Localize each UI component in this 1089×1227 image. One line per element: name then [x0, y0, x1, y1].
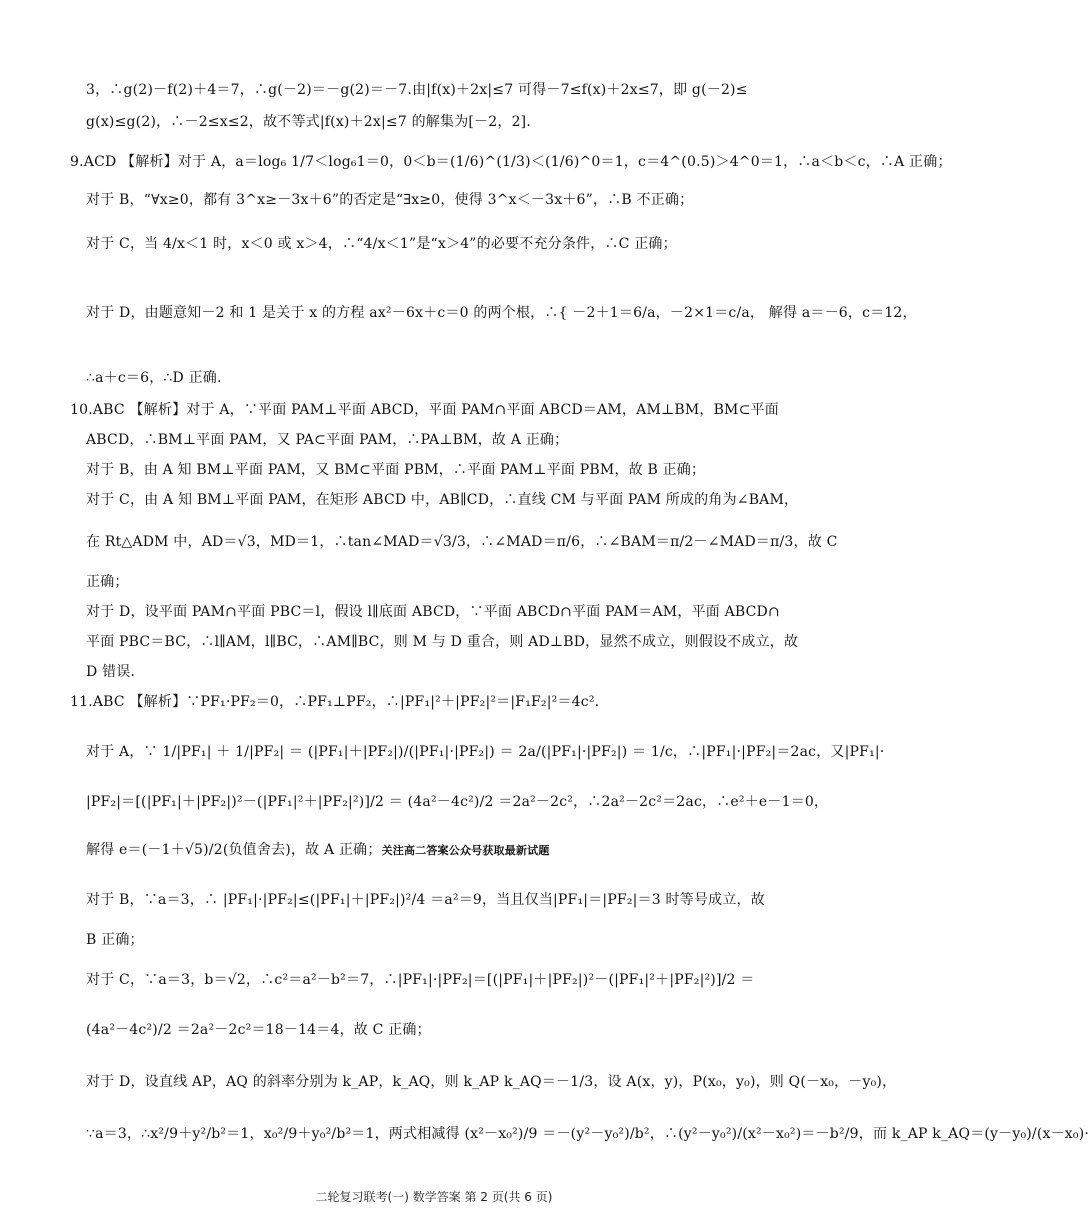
- text-line: [86, 742, 884, 762]
- text-line: [86, 234, 677, 254]
- text-line-content: B 正确；: [86, 932, 144, 948]
- text-line: [86, 430, 568, 450]
- text-line: [86, 532, 837, 552]
- text-line-content: 对于 A，∵ 1/|PF₁| ＋ 1/|PF₂| ＝ (|PF₁|＋|PF₂|)/(|PF₁|·|PF₂|) ＝ 2a/(|PF₁|·|PF₂|) ＝ 1/c，∴|PF₁|·|PF₂|＝2ac，又|PF₁|·: [86, 744, 885, 760]
- text-line: [86, 368, 222, 388]
- text-line-content: 解得 e＝(－1＋√5)/2(负值舍去)，故 A 正确；: [86, 842, 382, 858]
- text-line-content: 对于 C，由 A 知 BM⊥平面 PAM，在矩形 ABCD 中，AB∥CD，∴直线 CM 与平面 PAM 所成的角为∠BAM，: [86, 492, 799, 508]
- promo-note: 关注高二答案公众号获取最新试题: [381, 844, 550, 857]
- text-line-content: 对于 C，∵a＝3，b＝√2，∴c²＝a²－b²＝7，∴|PF₁|·|PF₂|＝[(|PF₁|＋|PF₂|)²－(|PF₁|²＋|PF₂|²)]/2 ＝: [86, 972, 755, 988]
- text-line: [86, 190, 693, 210]
- text-line: [86, 840, 550, 861]
- text-line-content: 3，∴g(2)－f(2)＋4＝7，∴g(－2)＝－g(2)＝－7.由|f(x)＋2x|≤7 可得－7≤f(x)＋2x≤7，即 g(－2)≤: [86, 82, 748, 98]
- text-line: [86, 632, 798, 652]
- text-line: [70, 152, 952, 172]
- text-line-content: ABCD，∴BM⊥平面 PAM，又 PA⊂平面 PAM，∴PA⊥BM，故 A 正确；: [86, 432, 569, 448]
- text-line-content: 10.ABC 【解析】对于 A，∵平面 PAM⊥平面 ABCD，平面 PAM∩平面 ABCD＝AM，AM⊥BM，BM⊂平面: [70, 402, 779, 418]
- text-line: [70, 692, 599, 712]
- text-line-content: 对于 D，设直线 AP，AQ 的斜率分别为 k_AP，k_AQ，则 k_AP k_AQ＝－1/3，设 A(x，y)，P(x₀，y₀)，则 Q(－x₀，－y₀)，: [86, 1074, 897, 1090]
- text-line: [86, 1124, 1089, 1144]
- text-line-content: 9.ACD 【解析】对于 A，a＝log₆ 1/7＜log₆1＝0，0＜b＝(1/6)^(1/3)＜(1/6)^0＝1，c＝4^(0.5)＞4^0＝1，∴a＜b＜c，∴A 正确；: [70, 154, 952, 170]
- text-line: [86, 970, 755, 990]
- text-line-content: |PF₂|＝[(|PF₁|＋|PF₂|)²－(|PF₁|²＋|PF₂|²)]/2 ＝ (4a²－4c²)/2 ＝2a²－2c²，∴2a²－2c²＝2ac，∴e²＋e－1＝0，: [86, 794, 829, 810]
- text-line: [86, 792, 828, 812]
- text-line: [86, 890, 765, 910]
- text-line-content: 11.ABC 【解析】∵PF₁·PF₂＝0，∴PF₁⊥PF₂，∴|PF₁|²＋|PF₂|²＝|F₁F₂|²＝4c².: [70, 694, 600, 710]
- text-line-content: 对于 B，由 A 知 BM⊥平面 PAM，又 BM⊂平面 PBM，∴平面 PAM⊥平面 PBM，故 B 正确；: [86, 462, 706, 478]
- text-line: [86, 112, 531, 132]
- text-line-content: 对于 D，设平面 PAM∩平面 PBC＝l，假设 l∥底面 ABCD，∵平面 ABCD∩平面 PAM＝AM，平面 ABCD∩: [86, 604, 780, 620]
- text-line-content: g(x)≤g(2)，∴－2≤x≤2，故不等式|f(x)＋2x|≤7 的解集为[－2，2].: [86, 114, 531, 130]
- text-line-content: 对于 B，∵a＝3，∴ |PF₁|·|PF₂|≤(|PF₁|＋|PF₂|)²/4 ＝a²＝9，当且仅当|PF₁|＝|PF₂|＝3 时等号成立，故: [86, 892, 765, 908]
- text-line: [86, 662, 135, 682]
- page-footer: 二轮复习联考(一) 数学答案 第 2 页(共 6 页): [315, 1190, 553, 1204]
- text-line-content: 对于 B，“∀x≥0，都有 3^x≥－3x＋6”的否定是“∃x≥0，使得 3^x＜－3x＋6”，∴B 不正确；: [86, 192, 694, 208]
- text-line: [86, 572, 129, 592]
- text-line-content: 对于 C，当 4/x＜1 时，x＜0 或 x＞4，∴“4/x＜1”是“x＞4”的必要不充分条件，∴C 正确；: [86, 236, 677, 252]
- text-line-content: 对于 D，由题意知－2 和 1 是关于 x 的方程 ax²－6x＋c＝0 的两个根，∴{ －2＋1＝6/a，－2×1＝c/a， 解得 a＝－6，c＝12，: [86, 305, 917, 321]
- text-line: [86, 80, 748, 100]
- text-line: [86, 303, 917, 323]
- text-line-content: 平面 PBC＝BC，∴l∥AM，l∥BC，∴AM∥BC，则 M 与 D 重合，则 AD⊥BD，显然不成立，则假设不成立，故: [86, 634, 799, 650]
- text-line-content: D 错误.: [86, 664, 136, 680]
- text-line-content: ∴a＋c＝6，∴D 正确.: [86, 370, 222, 386]
- text-line: [86, 460, 705, 480]
- text-line: [86, 602, 780, 622]
- text-line-content: 在 Rt△ADM 中，AD＝√3，MD＝1，∴tan∠MAD＝√3/3，∴∠MAD＝π/6，∴∠BAM＝π/2－∠MAD＝π/3，故 C: [86, 534, 838, 550]
- text-line: [86, 490, 798, 510]
- text-line: [70, 400, 779, 420]
- text-line-content: (4a²－4c²)/2 ＝2a²－2c²＝18－14＝4，故 C 正确；: [86, 1022, 431, 1038]
- text-line-content: ∵a＝3，∴x²/9＋y²/b²＝1，x₀²/9＋y₀²/b²＝1，两式相减得 (x²－x₀²)/9 ＝－(y²－y₀²)/b²，∴(y²－y₀²)/(x²－x₀²)＝－b²/9，而 k_AP k_AQ＝(y－y₀)/(x－x₀)·: [86, 1126, 1089, 1142]
- text-line: [86, 1020, 431, 1040]
- text-line-content: 正确；: [86, 574, 129, 590]
- text-line: [86, 1072, 896, 1092]
- text-line: [86, 930, 144, 950]
